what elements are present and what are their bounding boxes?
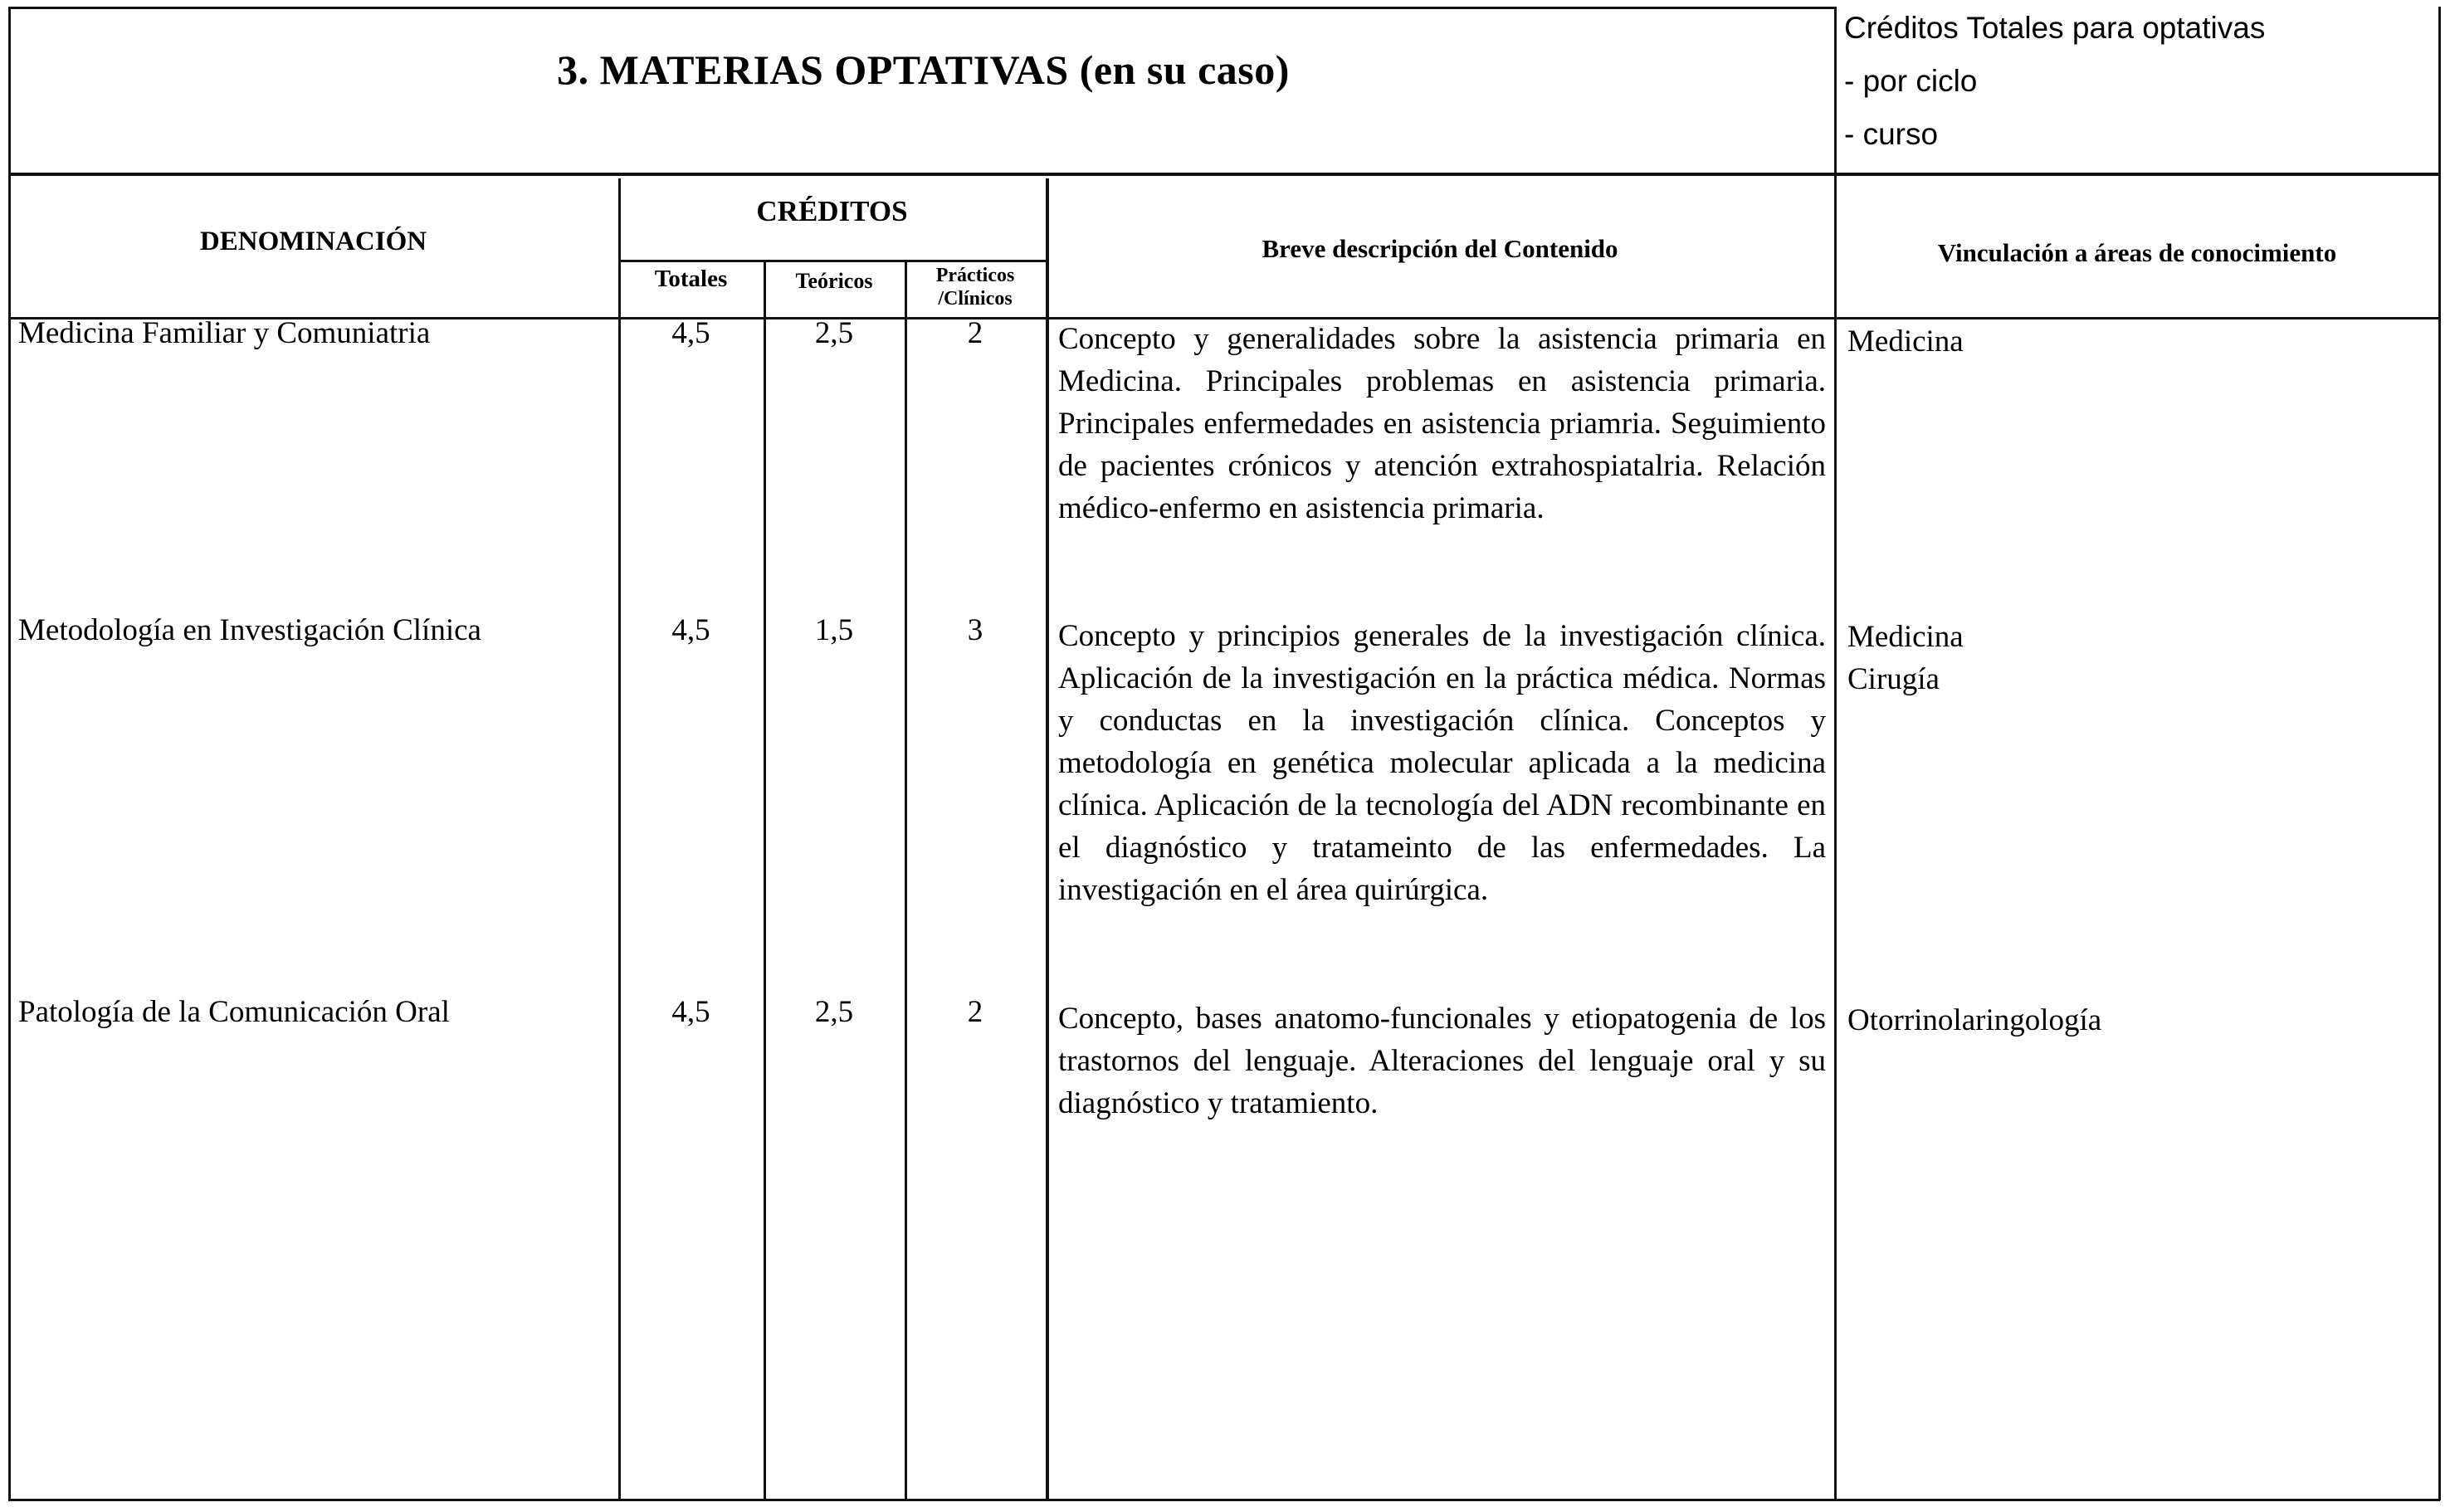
header-descripcion: Breve descripción del Contenido xyxy=(1262,234,1618,263)
col-divider-teoricos xyxy=(905,261,907,1499)
creditos-sub-divider xyxy=(618,260,1046,262)
row-1-name: Medicina Familiar y Comuniatria xyxy=(18,316,431,350)
row-1-practicos: 2 xyxy=(967,316,983,350)
header-creditos: CRÉDITOS xyxy=(756,195,908,227)
right-border xyxy=(2438,7,2441,1500)
row-3-practicos: 2 xyxy=(967,995,983,1029)
row-3-areas: Otorrinolaringología xyxy=(1847,1003,2102,1037)
header-teoricos: Teóricos xyxy=(795,269,873,293)
header-denominacion: DENOMINACIÓN xyxy=(199,227,427,256)
header-practicos: Prácticos /Clínicos xyxy=(935,265,1015,310)
col-divider-credits xyxy=(1046,178,1049,1499)
row-2-teoricos: 1,5 xyxy=(814,613,854,647)
col-divider-name xyxy=(618,178,621,1499)
credits-box-per-course: - curso xyxy=(1844,117,1939,151)
credits-box-divider xyxy=(1834,7,1837,1500)
header-vinculacion: Vinculación a áreas de conocimiento xyxy=(1937,238,2337,267)
row-3-name: Patología de la Comunicación Oral xyxy=(18,995,450,1029)
header-totales: Totales xyxy=(654,266,728,292)
row-1-teoricos: 2,5 xyxy=(814,316,854,350)
bottom-border xyxy=(8,1499,2440,1501)
row-2-areas: Medicina Cirugía xyxy=(1847,620,1964,696)
row-2-description: Concepto y principios generales de la investigación clínica. Aplicación de la investigación en la práctica médica. Normas y conductas en la investigación clínica. Conceptos y metodología en genética molecular aplicada a la medicina clínica. Aplicación de la tecnología del ADN recombinante en el diagnóstico y tratameinto de las enfermedades. La investigación en el área quirúrgica. xyxy=(1058,619,1826,907)
title-bottom-border xyxy=(8,173,2440,176)
credits-box xyxy=(1844,2,2265,161)
row-1-totales: 4,5 xyxy=(671,316,710,350)
row-3-description: Concepto, bases anatomo-funcionales y etiopatogenia de los trastornos del lenguaje. Alteraciones del lenguaje oral y su diagnóstico y tratamiento. xyxy=(1058,1002,1826,1120)
row-2-totales: 4,5 xyxy=(671,613,710,647)
row-3-teoricos: 2,5 xyxy=(814,995,854,1029)
row-2-name: Metodología en Investigación Clínica xyxy=(18,613,481,647)
credits-box-per-cycle: - por ciclo xyxy=(1844,64,1978,98)
row-1-description: Concepto y generalidades sobre la asistencia primaria en Medicina. Principales problemas en asistencia primaria. Principales enfermedades en asistencia priamria. Seguimiento de pacientes crónicos y atención extrahospiatalria. Relación médico-enfermo en asistencia primaria. xyxy=(1058,322,1826,525)
row-2-practicos: 3 xyxy=(967,613,983,647)
credits-box-heading: Créditos Totales para optativas xyxy=(1844,11,2266,45)
section-title: 3. MATERIAS OPTATIVAS (en su caso) xyxy=(557,46,1290,93)
col-divider-totales xyxy=(764,261,766,1499)
top-border xyxy=(8,7,1834,9)
row-3-totales: 4,5 xyxy=(671,995,710,1029)
row-1-areas: Medicina xyxy=(1847,324,1964,358)
